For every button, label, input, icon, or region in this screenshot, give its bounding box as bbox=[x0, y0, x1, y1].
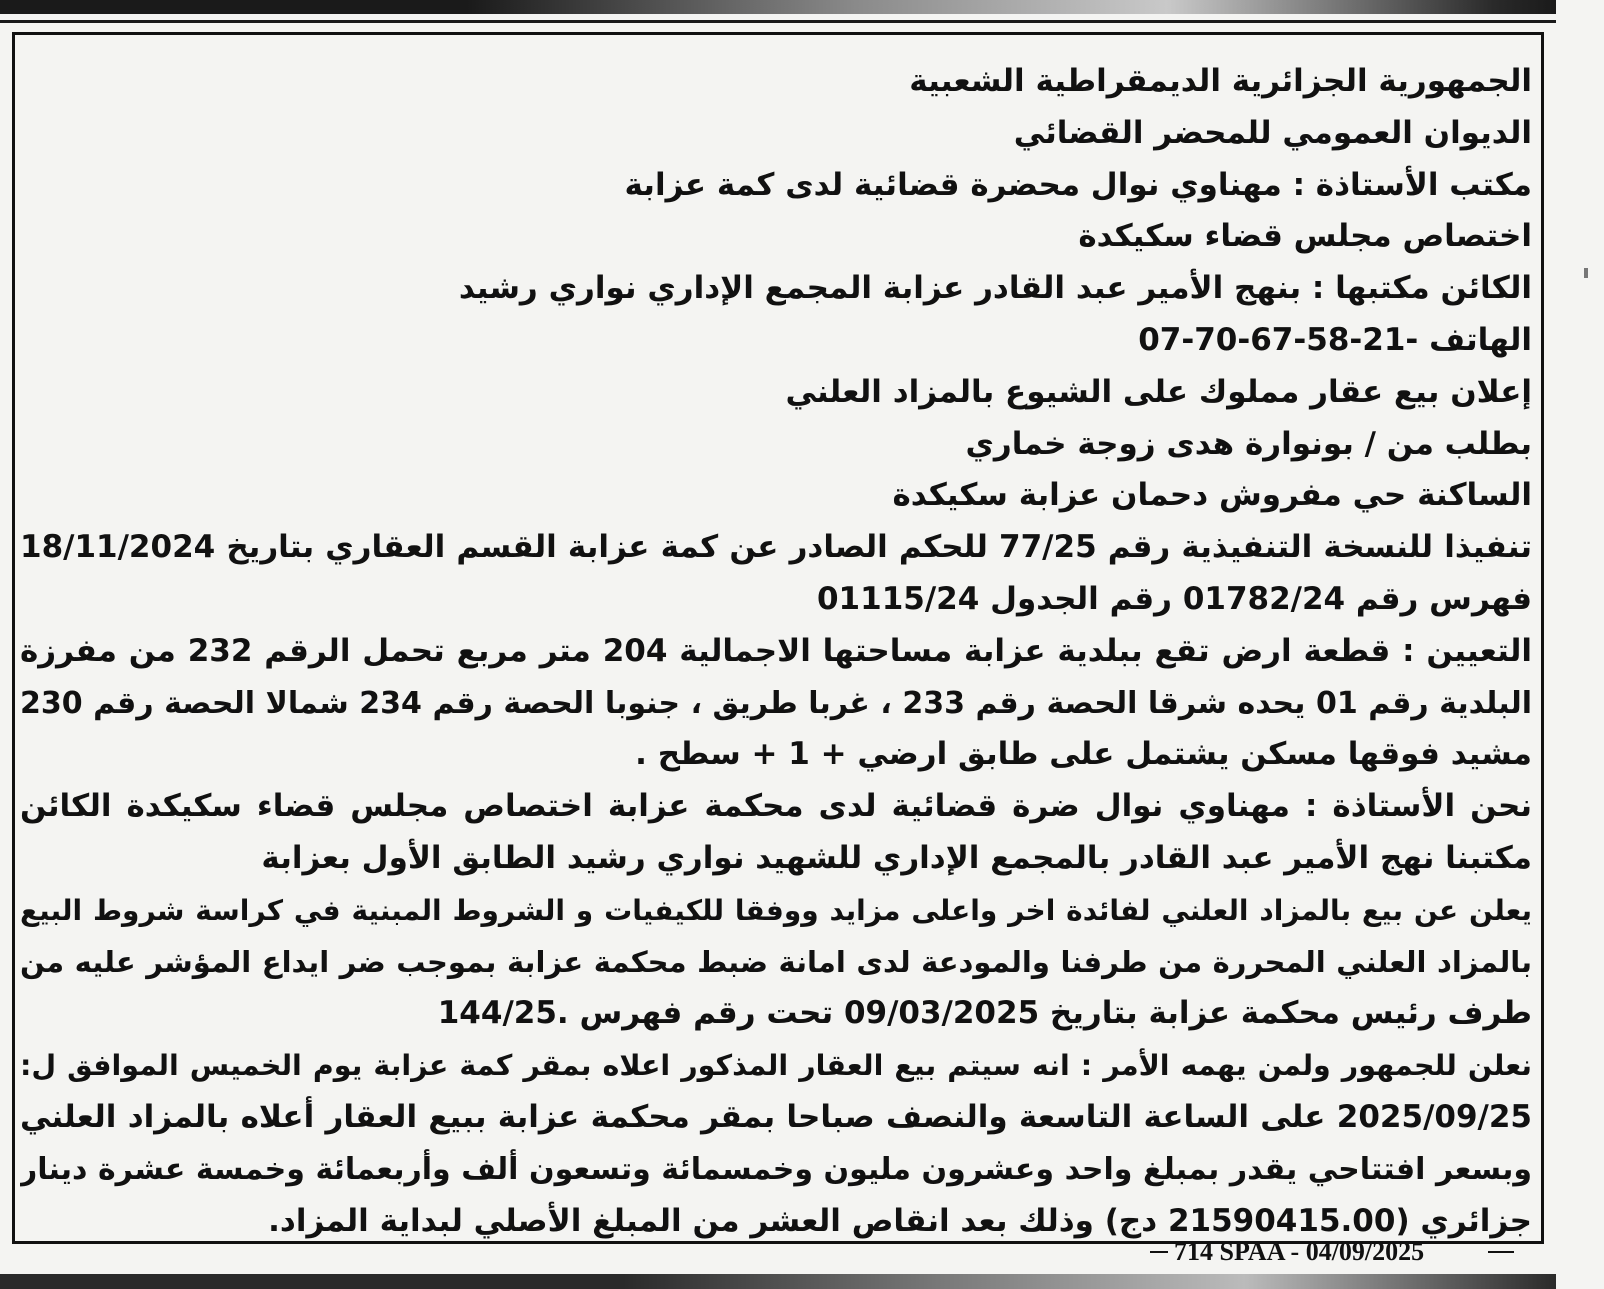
announcement-line-2: مكتبنا نهج الأمير عبد القادر بالمجمع الإداري للشهيد نواري رشيد الطابق الأول بعزابة bbox=[261, 839, 1532, 876]
designation-line-3: مشيد فوقها مسكن يشتمل على طابق ارضي + 1 + سطح . bbox=[635, 736, 1532, 773]
requester: بطلب من / بونوارة هدى زوجة خماري bbox=[965, 425, 1532, 462]
header-jurisdiction: اختصاص مجلس قضاء سكيكدة bbox=[1078, 218, 1532, 255]
announcement-line-1: نحن الأستاذة : مهناوي نوال ضرة قضائية لدى محكمة عزابة اختصاص مجلس قضاء سكيكدة الكائن bbox=[20, 788, 1532, 825]
announcement-line-5: طرف رئيس محكمة عزابة بتاريخ 09/03/2025 تحت رقم فهرس .144/25 bbox=[437, 995, 1532, 1032]
top-decorative-rule bbox=[0, 0, 1556, 14]
header-office: الديوان العمومي للمحضر القضائي bbox=[1013, 114, 1532, 151]
sale-line-2: 2025/09/25 على الساعة التاسعة والنصف صباحا بمقر محكمة عزابة ببيع العقار أعلاه بالمزاد العلني bbox=[20, 1098, 1532, 1135]
header-republic: الجمهورية الجزائرية الديمقراطية الشعبية bbox=[909, 63, 1532, 99]
notice-body bbox=[20, 56, 1532, 1247]
header-bailiff: مكتب الأستاذة : مهناوي نوال محضرة قضائية لدى كمة عزابة bbox=[624, 166, 1532, 203]
header-address: الكائن مكتبها : بنهج الأمير عبد القادر عزابة المجمع الإداري نواري رشيد bbox=[458, 270, 1532, 307]
execution-reference: تنفيذا للنسخة التنفيذية رقم 77/25 للحكم الصادر عن كمة عزابة القسم العقاري بتاريخ 18/11/2024 bbox=[20, 529, 1532, 566]
announcement-line-3: يعلن عن بيع بالمزاد العلني لفائدة اخر واعلى مزايد ووفقا للكيفيات و الشروط المبنية في كراسة شروط البيع bbox=[20, 893, 1532, 927]
top-thin-rule bbox=[0, 20, 1556, 23]
publication-code: 714 SPAA - 04/09/2025 bbox=[1174, 1237, 1425, 1266]
header-phone: الهاتف -21-58-67-70-07 bbox=[1138, 321, 1532, 358]
bottom-decorative-rule bbox=[0, 1274, 1556, 1289]
designation-line-1: التعيين : قطعة ارض تقع ببلدية عزابة مساحتها الاجمالية 204 متر مربع تحمل الرقم 232 من مفرزة bbox=[20, 632, 1532, 669]
footer-rule-left bbox=[1150, 1251, 1168, 1253]
sale-line-3: وبسعر افتتاحي يقدر بمبلغ واحد وعشرون مليون وخمسمائة وتسعون ألف وأربعمائة وخمسة عشرة دينار bbox=[20, 1151, 1532, 1187]
sale-line-1: نعلن للجمهور ولمن يهمه الأمر : انه سيتم بيع العقار المذكور اعلاه بمقر كمة عزابة يوم الخميس الموافق ل: bbox=[20, 1049, 1532, 1083]
requester-address: الساكنة حي مفروش دحمان عزابة سكيكدة bbox=[892, 477, 1532, 514]
sale-line-4: جزائري (21590415.00 دج) وذلك بعد انقاص العشر من المبلغ الأصلي لبداية المزاد. bbox=[268, 1202, 1532, 1239]
footer-rule-right bbox=[1488, 1251, 1514, 1253]
announcement-line-4: بالمزاد العلني المحررة من طرفنا والمودعة لدى امانة ضبط محكمة عزابة بموجب ضر ايداع المؤشر عليه من bbox=[20, 944, 1532, 979]
index-reference: فهرس رقم 01782/24 رقم الجدول 01115/24 bbox=[816, 580, 1532, 617]
designation-line-2: البلدية رقم 01 يحده شرقا الحصة رقم 233 ، غربا طريق ، جنوبا الحصة رقم 234 شمالا الحصة رقم 230 bbox=[20, 685, 1532, 721]
notice-title: إعلان بيع عقار مملوك على الشيوع بالمزاد العلني bbox=[785, 373, 1532, 410]
scan-mark bbox=[1584, 268, 1588, 278]
